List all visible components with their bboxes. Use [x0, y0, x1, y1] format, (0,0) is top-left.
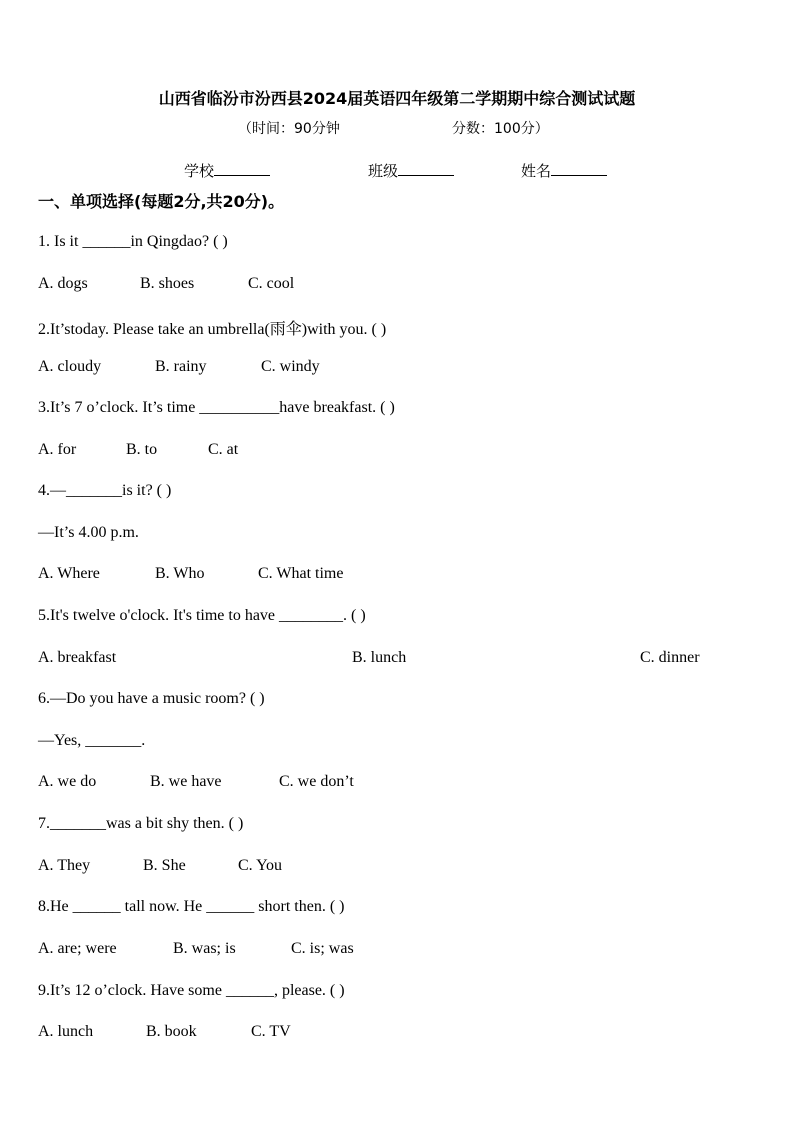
class-blank[interactable] — [398, 161, 454, 176]
q6-option-a[interactable]: A. we do — [38, 773, 97, 790]
q5-option-c[interactable]: C. dinner — [640, 649, 700, 666]
exam-title: 山西省临汾市汾西县2024届英语四年级第二学期期中综合测试试题 — [158, 89, 636, 108]
q3-option-b[interactable]: B. to — [126, 441, 158, 458]
question-3: 3.It’s 7 o’clock. It’s time __________have breakfast. ( ) — [38, 399, 395, 416]
name-label: 姓名 — [521, 162, 552, 180]
q2-option-b[interactable]: B. rainy — [155, 358, 207, 375]
question-6: 6.—Do you have a music room? ( ) — [38, 690, 265, 707]
q7-option-c[interactable]: C. You — [238, 857, 283, 874]
q9-option-b[interactable]: B. book — [146, 1023, 197, 1040]
time-info: （时间：90分钟 — [238, 121, 340, 137]
q5-option-a[interactable]: A. breakfast — [38, 649, 117, 666]
q7-option-b[interactable]: B. She — [143, 857, 186, 874]
q9-option-c[interactable]: C. TV — [251, 1023, 291, 1040]
q3-option-a[interactable]: A. for — [38, 441, 77, 458]
q7-option-a[interactable]: A. They — [38, 857, 91, 874]
name-blank[interactable] — [551, 161, 607, 176]
school-label: 学校 — [184, 162, 215, 180]
q6-option-c[interactable]: C. we don’t — [279, 773, 354, 790]
question-9: 9.It’s 12 o’clock. Have some ______, please. ( ) — [38, 982, 345, 999]
q2-option-c[interactable]: C. windy — [261, 358, 320, 375]
question-2: 2.It’stoday. Please take an umbrella(雨伞)with you. ( ) — [38, 321, 387, 338]
q5-option-b[interactable]: B. lunch — [352, 649, 407, 666]
question-5: 5.It's twelve o'clock. It's time to have ________. ( ) — [38, 607, 366, 624]
q8-option-b[interactable]: B. was; is — [173, 940, 236, 957]
q2-option-a[interactable]: A. cloudy — [38, 358, 102, 375]
q3-option-c[interactable]: C. at — [208, 441, 239, 458]
q4-option-a[interactable]: A. Where — [38, 565, 100, 582]
q4-option-b[interactable]: B. Who — [155, 565, 205, 582]
q1-option-c[interactable]: C. cool — [248, 275, 295, 292]
section-heading: 一、单项选择(每题2分,共20分)。 — [38, 192, 285, 211]
q1-option-b[interactable]: B. shoes — [140, 275, 195, 292]
q9-option-a[interactable]: A. lunch — [38, 1023, 94, 1040]
class-field[interactable] — [368, 160, 454, 181]
question-4-answer-line: —It’s 4.00 p.m. — [38, 524, 139, 541]
question-4: 4.—_______is it? ( ) — [38, 482, 172, 499]
q8-option-c[interactable]: C. is; was — [291, 940, 354, 957]
question-1: 1. Is it ______in Qingdao? ( ) — [38, 233, 228, 250]
question-8: 8.He ______ tall now. He ______ short then. ( ) — [38, 898, 345, 915]
score-info: 分数：100分） — [452, 121, 549, 137]
question-6-answer-line: —Yes, _______. — [38, 732, 146, 749]
q6-option-b[interactable]: B. we have — [150, 773, 222, 790]
q1-option-a[interactable]: A. dogs — [38, 275, 88, 292]
school-field[interactable] — [184, 160, 270, 181]
class-label: 班级 — [368, 162, 399, 180]
q4-option-c[interactable]: C. What time — [258, 565, 344, 582]
q8-option-a[interactable]: A. are; were — [38, 940, 117, 957]
name-field[interactable] — [521, 160, 607, 181]
question-7: 7._______was a bit shy then. ( ) — [38, 815, 244, 832]
school-blank[interactable] — [214, 161, 270, 176]
